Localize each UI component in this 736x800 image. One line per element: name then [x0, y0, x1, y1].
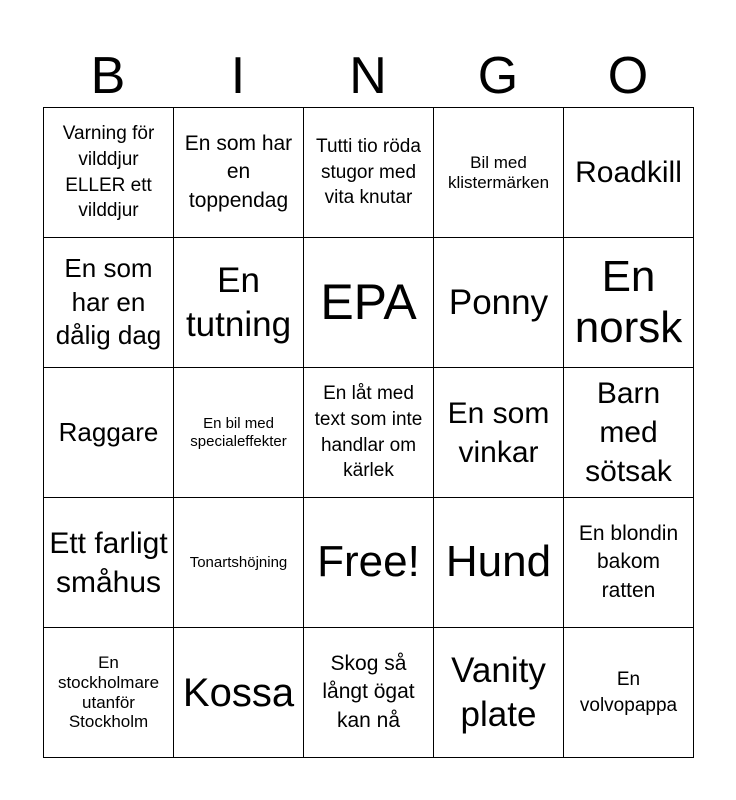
bingo-cell free-cell[interactable]: Free!	[304, 498, 434, 628]
bingo-header	[43, 44, 693, 108]
bingo-cell[interactable]: En blondin bakom ratten	[564, 498, 694, 628]
header-letter-g: G	[477, 47, 519, 105]
bingo-cell[interactable]: En som vinkar	[434, 368, 564, 498]
bingo-cell[interactable]: Bil med klistermärken	[434, 108, 564, 238]
bingo-cell[interactable]: Tutti tio röda stugor med vita knutar	[304, 108, 434, 238]
bingo-cell[interactable]: Barn med sötsak	[564, 368, 694, 498]
bingo-cell[interactable]: En låt med text som inte handlar om kärlek	[304, 368, 434, 498]
bingo-cell[interactable]: Ett farligt småhus	[44, 498, 174, 628]
bingo-cell[interactable]: En som har en toppendag	[174, 108, 304, 238]
bingo-cell[interactable]: Vanity plate	[434, 628, 564, 758]
bingo-cell[interactable]: Tonartshöjning	[174, 498, 304, 628]
bingo-cell[interactable]: Raggare	[44, 368, 174, 498]
bingo-cell[interactable]: Kossa	[174, 628, 304, 758]
bingo-cell[interactable]: En som har en dålig dag	[44, 238, 174, 368]
bingo-cell[interactable]: En tutning	[174, 238, 304, 368]
header-letter-b: B	[90, 47, 126, 105]
header-letter-o: O	[607, 47, 649, 105]
bingo-cell[interactable]: En stockholmare utanför Stockholm	[44, 628, 174, 758]
header-letter-n: N	[349, 47, 387, 105]
header-letter-i: I	[230, 47, 246, 105]
bingo-cell[interactable]: En volvopappa	[564, 628, 694, 758]
bingo-grid	[43, 107, 694, 758]
bingo-cell[interactable]: Ponny	[434, 238, 564, 368]
bingo-cell[interactable]: EPA	[304, 238, 434, 368]
bingo-cell[interactable]: Skog så långt ögat kan nå	[304, 628, 434, 758]
bingo-cell[interactable]: Hund	[434, 498, 564, 628]
bingo-cell[interactable]: Roadkill	[564, 108, 694, 238]
bingo-cell[interactable]: Varning för vilddjur ELLER ett vilddjur	[44, 108, 174, 238]
bingo-cell[interactable]: En bil med specialeffekter	[174, 368, 304, 498]
bingo-cell[interactable]: En norsk	[564, 238, 694, 368]
